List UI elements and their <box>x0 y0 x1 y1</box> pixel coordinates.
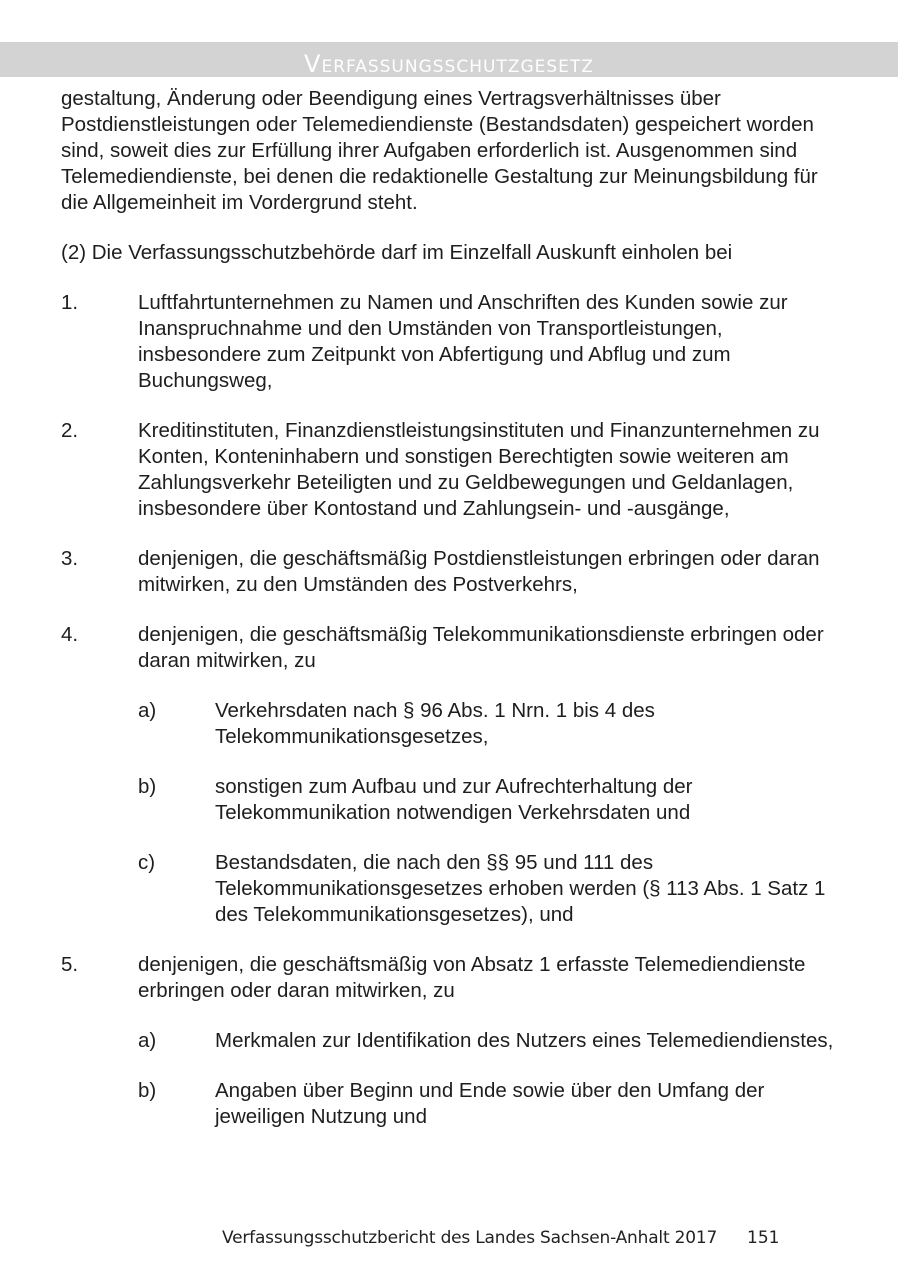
list-item-2 <box>61 418 841 522</box>
sub-item-5a <box>61 1028 841 1054</box>
list-item-text: denjenigen, die geschäftsmäßig Telekommunikationsdienste erbringen oder daran mitwirken, zu <box>138 623 824 672</box>
sub-item-letter: a) <box>138 1029 157 1052</box>
list-item-number: 1. <box>61 291 79 314</box>
list-item-text: denjenigen, die geschäftsmäßig von Absatz 1 erfasste Telemediendienste erbringen oder daran mitwirken, zu <box>138 953 806 1002</box>
paragraph-2: (2) Die Verfassungsschutzbehörde darf im Einzelfall Auskunft einholen bei <box>61 241 733 264</box>
sub-item-letter: a) <box>138 699 157 722</box>
sub-item-letter: b) <box>138 775 157 798</box>
sub-item-4b <box>61 774 841 826</box>
list-item-3 <box>61 546 841 598</box>
sub-item-text: Verkehrsdaten nach § 96 Abs. 1 Nrn. 1 bis 4 des Telekommunikationsgesetzes, <box>215 699 655 748</box>
list-item-5 <box>61 952 841 1130</box>
list-item-number: 5. <box>61 953 79 976</box>
list-item-text: Luftfahrtunternehmen zu Namen und Anschriften des Kunden sowie zur Inanspruchnahme und den Umständen von Transportleistungen, insbesondere zum Zeitpunkt von Abfertigung und Abflug und zum Buchungsweg, <box>138 291 788 392</box>
sub-item-text: Bestandsdaten, die nach den §§ 95 und 111 des Telekommunikationsgesetzes erhoben werden (§ 113 Abs. 1 Satz 1 des Telekommunikationsgesetzes), und <box>215 851 826 926</box>
sub-item-text: Merkmalen zur Identifikation des Nutzers eines Telemediendienstes, <box>215 1029 834 1052</box>
list-item-1 <box>61 290 841 394</box>
list-item-number: 4. <box>61 623 79 646</box>
list-item-text: denjenigen, die geschäftsmäßig Postdienstleistungen erbringen oder daran mitwirken, zu den Umständen des Postverkehrs, <box>138 547 820 596</box>
list-item-4 <box>61 622 841 928</box>
sub-item-letter: b) <box>138 1079 157 1102</box>
page-number: 151 <box>747 1228 780 1248</box>
list-item-text: Kreditinstituten, Finanzdienstleistungsinstituten und Finanzunternehmen zu Konten, Konteninhabern und sonstigen Berechtigten sowie weiteren am Zahlungsverkehr Beteiligten und zu Geldbewegungen und Geldanlagen, insbesondere über Kontostand und Zahlungsein- und -ausgänge, <box>138 419 820 520</box>
list-item-number: 3. <box>61 547 79 570</box>
sub-item-4a <box>61 698 841 750</box>
sub-item-text: Angaben über Beginn und Ende sowie über den Umfang der jeweiligen Nutzung und <box>215 1079 765 1128</box>
footer-text: Verfassungsschutzbericht des Landes Sachsen-Anhalt 2017 <box>222 1228 718 1248</box>
running-header: Verfassungsschutzgesetz <box>0 42 898 77</box>
document-body <box>61 86 841 1154</box>
list-item-number: 2. <box>61 419 79 442</box>
sub-item-text: sonstigen zum Aufbau und zur Aufrechterhaltung der Telekommunikation notwendigen Verkehrsdaten und <box>215 775 693 824</box>
intro-paragraph: gestaltung, Änderung oder Beendigung eines Vertragsverhältnisses über Postdienstleistungen oder Telemediendienste (Bestandsdaten) gespeichert worden sind, soweit dies zur Erfüllung ihrer Aufgaben erforderlich ist. Ausgenommen sind Telemediendienste, bei denen die redaktionelle Gestaltung zur Meinungsbildung für die Allgemeinheit im Vordergrund steht. <box>61 87 818 214</box>
sub-item-5b <box>61 1078 841 1130</box>
sub-item-4c <box>61 850 841 928</box>
sub-item-letter: c) <box>138 851 156 874</box>
